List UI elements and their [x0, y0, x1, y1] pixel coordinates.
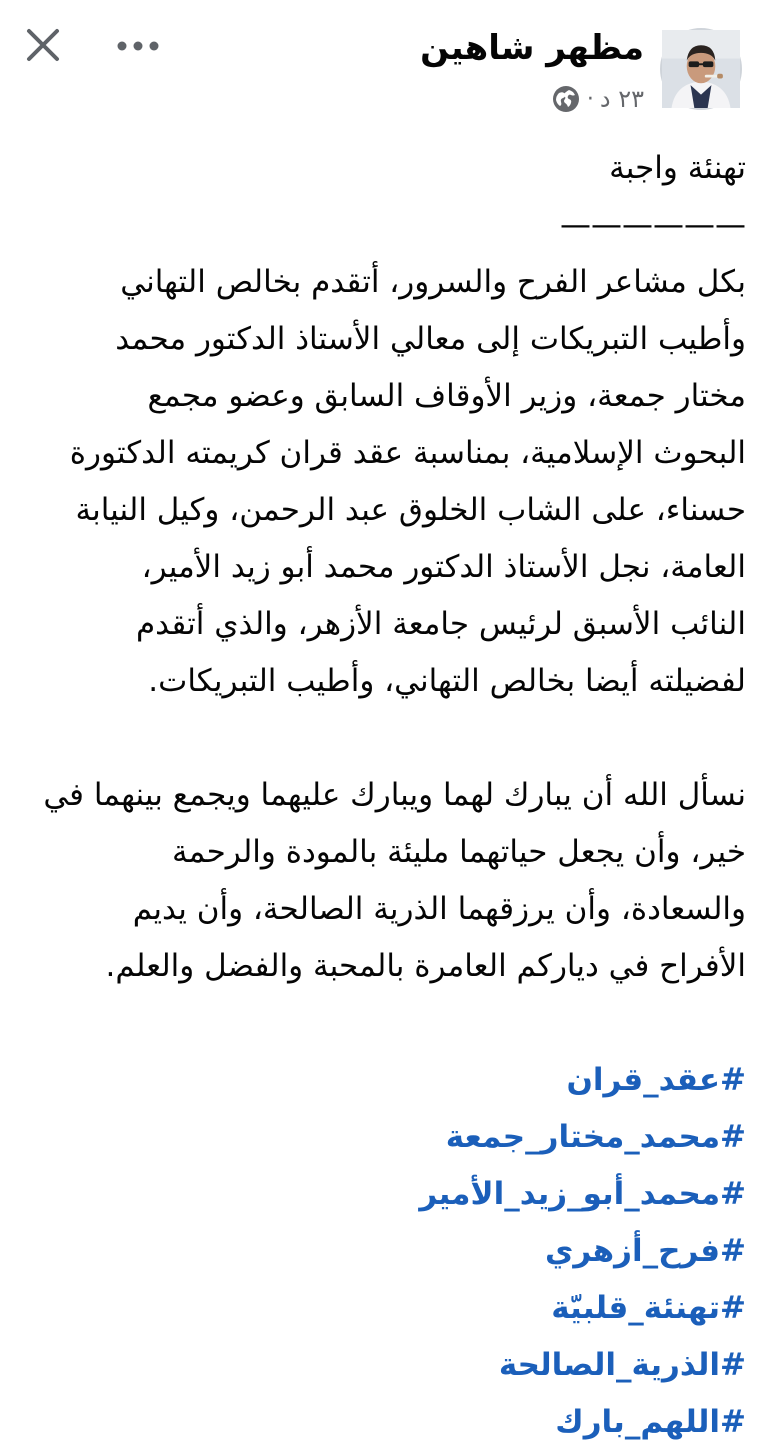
text-line: والسعادة، وأن يرزقهما الذرية الصالحة، وأن يديم [132, 891, 746, 927]
close-button[interactable] [20, 22, 66, 68]
hashtag-link[interactable]: #عقد_قران [566, 1062, 746, 1098]
hashtag-link[interactable]: #الذرية_الصالحة [498, 1347, 746, 1383]
paragraph-spacer [24, 710, 746, 767]
post-header [0, 0, 768, 130]
post-timestamp[interactable]: ٢٣ د [599, 85, 644, 113]
hashtag-list [24, 1052, 746, 1451]
post-meta [551, 82, 644, 116]
paragraph-prayer [24, 767, 746, 995]
text-line: خير، وأن يجعل حياتهما مليئة بالمودة والرحمة [172, 834, 746, 870]
meta-separator: · [586, 86, 594, 112]
text-line: البحوث الإسلامية، بمناسبة عقد قران كريمته الدكتورة [69, 435, 746, 471]
hashtag-link[interactable]: #اللهم_بارك [555, 1404, 746, 1440]
post-title: تهنئة واجبة [609, 150, 746, 186]
more-horizontal-icon [116, 40, 160, 52]
more-options-button[interactable] [110, 26, 166, 66]
globe-icon [551, 84, 581, 114]
text-line: نسأل الله أن يبارك لهما ويبارك عليهما ويجمع بينهما في [43, 777, 746, 813]
text-line: بكل مشاعر الفرح والسرور، أتقدم بخالص التهاني [120, 264, 746, 300]
profile-avatar[interactable] [660, 28, 742, 110]
hashtag-link[interactable]: #محمد_مختار_جمعة [445, 1119, 746, 1155]
avatar-image [662, 30, 740, 108]
hashtag-link[interactable]: #تهنئة_قلبيّة [551, 1290, 746, 1326]
text-line: حسناء، على الشاب الخلوق عبد الرحمن، وكيل النيابة [75, 492, 746, 528]
hashtag-link[interactable]: #فرح_أزهري [544, 1233, 746, 1269]
paragraph-congratulations [24, 254, 746, 710]
hashtag-link[interactable]: #محمد_أبو_زيد_الأمير [419, 1176, 746, 1212]
text-line: الأفراح في دياركم العامرة بالمحبة والفضل والعلم. [105, 948, 746, 984]
text-line: وأطيب التبريكات إلى معالي الأستاذ الدكتور محمد [115, 321, 746, 357]
close-icon [23, 25, 63, 65]
title-divider: —————— [560, 207, 746, 243]
text-line: لفضيلته أيضا بخالص التهاني، وأطيب التبريكات. [148, 663, 746, 699]
post-body [24, 140, 746, 1451]
text-line: مختار جمعة، وزير الأوقاف السابق وعضو مجمع [147, 378, 746, 414]
text-line: العامة، نجل الأستاذ الدكتور محمد أبو زيد الأمير، [141, 549, 746, 585]
text-line: النائب الأسبق لرئيس جامعة الأزهر، والذي أتقدم [135, 606, 746, 642]
author-name[interactable]: مظهر شاهين [420, 28, 644, 68]
paragraph-spacer [24, 995, 746, 1052]
